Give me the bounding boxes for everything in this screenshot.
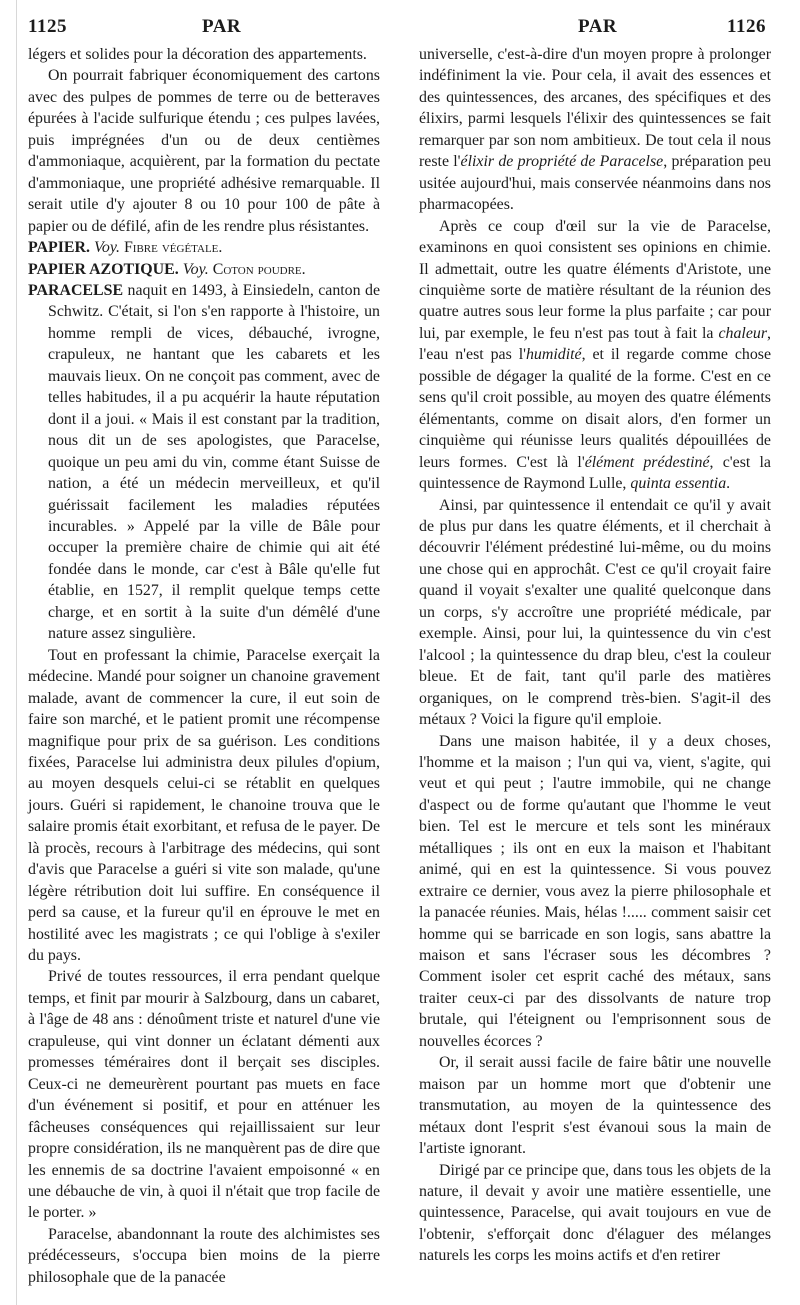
italic-term: quinta essentia xyxy=(630,475,727,493)
right-page-number: 1126 xyxy=(727,16,766,37)
text-run: , préparation peu usitée aujourd'hui, mais conservée néanmoins dans nos pharmacopées. xyxy=(419,153,772,214)
paragraph: Tout en professant la chimie, Paracelse exerçait la médecine. Mandé pour soigner un chanoine gravement malade, avant de commencer la cure, il eut soin de faire son marché, et le patient promit une récompense magnifique pour prix de sa guérison. Les conditions fixées, Paracelse lui administra deux pilules d'opium, au moyen desquels celui-ci se rétablit en quelques jours. Guéri si rapidement, le chanoine trouva que le salaire promis était exorbitant, et refusa de le payer. De là procès, recours à l'arbitrage des médecins, qui sont d'avis que Paracelse a guéri si vite son malade, qu'une légère rétribution doit lui suffire. En conséquence il perd sa cause, et la fureur qu'il en éprouve le met en hostilité avec les magistrats ; ce qui l'oblige à s'exiler du pays. xyxy=(28,646,380,965)
paragraph: On pourrait fabriquer économiquement des cartons avec des pulpes de pommes de terre ou de betteraves épurées à l'acide sulfurique étendu ; ces pulpes lavées, puis imprégnées d'un ou de deux centièmes d'ammoniaque, acquièrent, par la formation du pectate d'ammoniaque, une propriété adhésive remarquable. Il serait utile d'y ajouter 8 ou 10 pour 100 de pâte à papier ou de défilé, afin de les rendre plus résistantes. xyxy=(28,67,380,235)
paragraph: Privé de toutes ressources, il erra pendant quelque temps, et finit par mourir à Salzbourg, dans un cabaret, à l'âge de 48 ans : dénoûment triste et naturel d'une vie crapuleuse, qui vint donner un éclatant démenti aux promesses téméraires dont il berçait ses disciples. Ceux-ci ne demeurèrent pourtant pas muets en face d'un événement si positif, et pour en atténuer les fâcheuses conséquences qui rejaillissaient sur leur propre considération, ils ne manquèrent pas de dire que les ennemis de sa doctrine l'avaient empoisonné « en une débauche de vin, à quoi il n'était que trop facile de le porter. » xyxy=(28,968,380,1222)
paragraph: Or, il serait aussi facile de faire bâtir une nouvelle maison par un homme mort que d'obtenir une transmutation, au moyen de la quintessence des métaux dont l'esprit s'est évanoui sous la main de l'artiste ignorant. xyxy=(419,1054,771,1158)
text-run: Après ce coup d'œil sur la vie de Paracelse, examinons en quoi consistent ses opinions en chimie. Il admettait, outre les quatre éléments d'Aristote, une cinquième sorte de matière résultant de la réunion des quatre autres sous leur forme la plus parfaite ; car pour lui, par exemple, le feu n'est pas tout à fait la xyxy=(419,217,771,342)
entry-text: naquit en 1493, à Einsiedeln, canton de Schwitz. C'était, si l'on s'en rapporte à l'histoire, un homme rempli de vices, débauché, ivrogne, crapuleux, ne hantant que les cabarets et les mauvais lieux. On ne conçoit pas comment, avec de telles habitudes, il a pu acquérir la haute réputation dont il a joui. « Mais il est constant par la tradition, nous dit un de ses apologistes, que Paracelse, quoique un peu ami du vin, comme étant Suisse de nation, a été un médecin merveilleux, et qu'il guérissait facilement les maladies réputées incurables. » Appelé par la ville de Bâle pour occuper la première chaire de chimie qui ait été fondée dans le monde, car c'est à Bâle qu'elle fut établie, en 1527, il remplit quelque temps cette charge, et en sortit à la suite d'un démêlé d'une nature assez singulière. xyxy=(48,281,380,643)
italic-term: chaleur xyxy=(718,324,768,342)
see-also-marker: Voy. xyxy=(93,239,120,257)
italic-term: humidité xyxy=(525,346,582,364)
italic-term: élément prédestiné xyxy=(584,453,710,471)
right-text-column xyxy=(419,44,771,1267)
entry-headword: PAPIER. xyxy=(28,239,90,257)
italic-term: élixir de propriété de Paracelse xyxy=(460,153,664,171)
left-running-head: PAR xyxy=(202,16,242,37)
dictionary-entry-paracelse xyxy=(28,280,380,645)
paragraph: Dans une maison habitée, il y a deux choses, l'homme et la maison ; l'un qui va, vient, s'agite, qui veut et qui peut ; l'autre immobile, qui ne change d'aspect ou de forme qu'autant que l'homme le veut bien. Tel est le mercure et tels sont les minéraux métalliques ; ils ont en eux la maison et l'habitant animé, qui en est la quintessence. Si vous pouvez extraire ce dernier, vous avez la pierre philosophale et la panacée réunies. Mais, hélas !..... comment saisir cet homme qui se barricade en son logis, sans abattre la maison et sans l'écraser sous les décombres ? Comment isoler cet esprit caché des métaux, sans traiter ceux-ci par des dissolvants de nature trop brutale, qui l'éteignent ou l'emprisonnent sous de nouvelles écorces ? xyxy=(419,732,771,1050)
paragraph: Ainsi, par quintessence il entendait ce qu'il y avait de plus pur dans les quatre éléments, et il cherchait à découvrir l'élément prédestiné lui-même, ou du moins une chose qui en approchât. C'est ce qu'il croyait faire quand il voyait s'exalter une qualité quelconque dans un corps, s'y accroître une propriété médicale, par exemple. Ainsi, pour lui, la quintessence du vin c'est l'alcool ; la quintessence du drap bleu, c'est la couleur bleue. Et de fait, tant qu'il parle des matières organiques, on le comprend très-bien. S'agit-il des métaux ? Voici la figure qu'il emploie. xyxy=(419,496,771,729)
text-run: , c'est la quintessence de Raymond Lulle, xyxy=(419,453,771,493)
paragraph: légers et solides pour la décoration des appartements. xyxy=(28,46,367,63)
paragraph: Dirigé par ce principe que, dans tous les objets de la nature, il devait y avoir une matière essentielle, une quintessence, Paracelse, qui avait toujours en vue de l'obtenir, s'efforçait donc d'élaguer des mélanges naturels les corps les moins actifs et d'en retirer xyxy=(419,1161,771,1265)
paragraph: Paracelse, abandonnant la route des alchimistes ses prédécesseurs, s'occupa bien moins de la pierre philosophale que de la panacée xyxy=(28,1225,380,1286)
left-text-column xyxy=(28,44,380,1288)
page-gutter-line xyxy=(16,0,17,1305)
paragraph xyxy=(419,216,771,495)
paragraph xyxy=(419,44,771,216)
entry-headword: PARACELSE xyxy=(28,281,124,299)
text-run: . xyxy=(726,475,731,493)
text-run: , l'eau n'est pas l' xyxy=(419,324,771,364)
cross-reference: Fibre végétale. xyxy=(123,239,223,257)
cross-reference: Coton poudre. xyxy=(212,260,306,278)
dictionary-entry-papier-azotique xyxy=(28,259,380,280)
dictionary-entry-papier xyxy=(28,237,380,258)
left-page-number: 1125 xyxy=(28,16,67,37)
right-running-head: PAR xyxy=(578,16,618,37)
text-run: , et il regarde comme chose possible de dégager la qualité de la forme. C'est en ce sens qu'il croit possible, au moyen des quatre éléments élémentants, comme on disait alors, d'en former un cinquième qui réunisse leurs qualités dépouillées de leurs formes. C'est là l' xyxy=(419,346,771,471)
text-run: universelle, c'est-à-dire d'un moyen propre à prolonger indéfiniment la vie. Pour cela, il avait des essences et des quintessences, des arcanes, des spécifiques et des élixirs, parmi lesquels l'élixir des quintessences se fait remarquer par son nom ambitieux. De tout cela il nous reste l' xyxy=(419,46,771,171)
see-also-marker: Voy. xyxy=(182,260,209,278)
entry-headword: PAPIER AZOTIQUE. xyxy=(28,260,179,278)
